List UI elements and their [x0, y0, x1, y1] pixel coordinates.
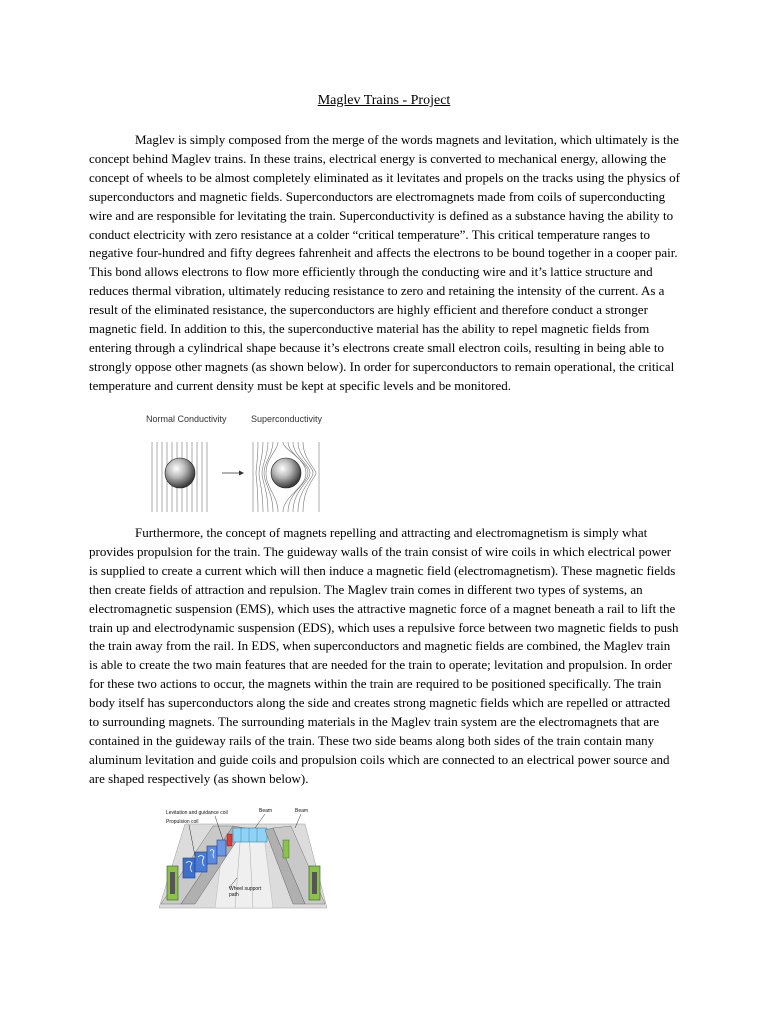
propulsion-coil-label: Propulsion coil — [166, 819, 199, 825]
paragraph-2-text: Furthermore, the concept of magnets repelling and attracting and electromagnetism is simply what provides propulsion for the train. The guideway walls of the train consist of wire coils in which electrical power is supplied to create a current which will then induce a magnetic field (electromagnetism). These magnetic fields then create fields of attraction and repulsion. The Maglev train comes in different two types of systems, an electromagnetic suspension (EMS), which uses the attractive magnetic force of a magnet beneath a rail to lift the train up and electrodynamic suspension (EDS), which uses a repulsive force between two magnetic fields to push the train away from the rail. In EDS, when superconductors and magnetic fields are combined, the Maglev train is able to create the two main features that are needed for the train to operate; levitation and propulsion. In order for these two actions to occur, the magnets within the train are required to be positioned specifically. The train body itself has superconductors along the side and creates strong magnetic fields which are repelled or attracted to surrounding magnets. The surrounding materials in the Maglev train system are the electromagnets that are contained in the guideway rails of the train. These two side beams along both sides of the train contain many aluminum levitation and guide coils and propulsion coils which are connected to an electrical power source and are shaped respectively (as shown below). — [89, 525, 679, 786]
paragraph-2 — [89, 524, 681, 789]
field-lines-diagram — [140, 414, 340, 516]
superconductivity-figure — [140, 414, 340, 516]
arrow-icon — [222, 471, 244, 476]
superconductivity-label: Superconductivity — [251, 414, 323, 424]
beam-label-left: Beam — [259, 808, 273, 814]
paragraph-1-text: Maglev is simply composed from the merge of the words magnets and levitation, which ultimately is the concept behind Maglev trains. In these trains, electrical energy is converted to mechanical energy, allowing the concept of wheels to be almost completely eliminated as it levitates and propels on the tracks using the physics of superconductors and magnetic fields. Superconductors are electromagnets made from coils of superconducting wire and are responsible for levitating the train. Superconductivity is defined as a substance having the ability to conduct electricity with zero resistance at a colder “critical temperature”. This critical temperature ranges to negative four-hundred and fifty degrees fahrenheit and affects the electrons to be bound together in a cooper pair. This bond allows electrons to flow more efficiently through the conducting wire and it’s lattice structure and reduces thermal vibration, ultimately reducing resistance to zero and retaining the intensity of the current. As a result of the eliminated resistance, the superconductors are highly efficient and therefore conduct a stronger magnetic field. In addition to this, the superconductive material has the ability to repel magnetic fields from entering through a cylindrical shape because it’s electrons create small electron coils, resulting in being able to strongly oppose other magnets (as shown below). In order for superconductors to remain operational, the critical temperature and current density must be kept at specific levels and be monitored. — [89, 132, 680, 393]
page-title: Maglev Trains - Project — [317, 93, 451, 108]
wheel-path-label: path — [229, 892, 239, 898]
superconductor-sphere — [271, 458, 301, 488]
beam-label-right: Beam — [295, 808, 309, 814]
levitation-coil-label: Levitation and guidance coil — [166, 810, 228, 816]
paragraph-1 — [89, 131, 681, 396]
guideway-figure — [155, 806, 330, 910]
normal-conductivity-label: Normal Conductivity — [146, 414, 227, 424]
conductor-sphere — [165, 458, 195, 488]
wheel-support-label: Wheel support — [229, 886, 262, 892]
